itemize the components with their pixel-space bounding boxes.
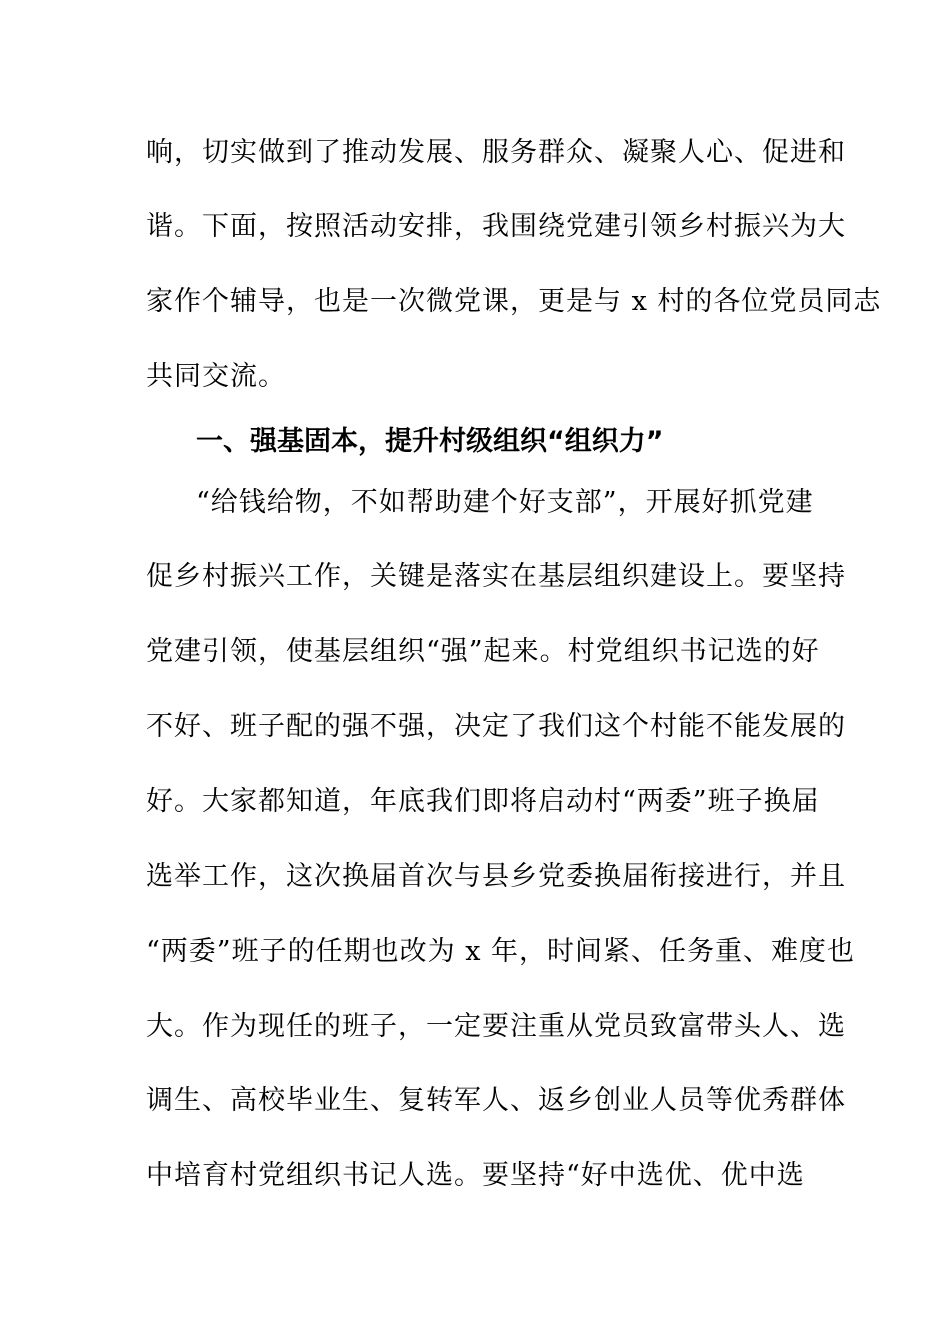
section-heading: 一、强基固本，提升村级组织“组织力” xyxy=(196,426,664,457)
paragraph-line: 共同交流。 xyxy=(146,361,286,392)
paragraph-line: 好。大家都知道，年底我们即将启动村“两委”班子换届 xyxy=(146,786,820,817)
paragraph-line: 大。作为现任的班子，一定要注重从党员致富带头人、选 xyxy=(146,1011,846,1042)
paragraph-line: 中培育村党组织书记人选。要坚持“好中选优、优中选 xyxy=(146,1160,805,1191)
paragraph-line: “两委”班子的任期也改为 x 年，时间紧、任务重、难度也 xyxy=(146,936,855,967)
paragraph-line: 选举工作，这次换届首次与县乡党委换届衔接进行，并且 xyxy=(146,861,846,892)
paragraph-line: 不好、班子配的强不强，决定了我们这个村能不能发展的 xyxy=(146,711,846,742)
paragraph-line: 谐。下面，按照活动安排，我围绕党建引领乡村振兴为大 xyxy=(146,211,846,242)
paragraph-line: “给钱给物，不如帮助建个好支部”，开展好抓党建 xyxy=(196,487,814,518)
paragraph-line: 党建引领，使基层组织“强”起来。村党组织书记选的好 xyxy=(146,636,820,667)
paragraph-line: 促乡村振兴工作，关键是落实在基层组织建设上。要坚持 xyxy=(146,561,846,592)
paragraph-line: 家作个辅导，也是一次微党课，更是与 x 村的各位党员同志 xyxy=(146,286,882,317)
paragraph-line: 响，切实做到了推动发展、服务群众、凝聚人心、促进和 xyxy=(146,137,846,168)
paragraph-line: 调生、高校毕业生、复转军人、返乡创业人员等优秀群体 xyxy=(146,1085,846,1116)
